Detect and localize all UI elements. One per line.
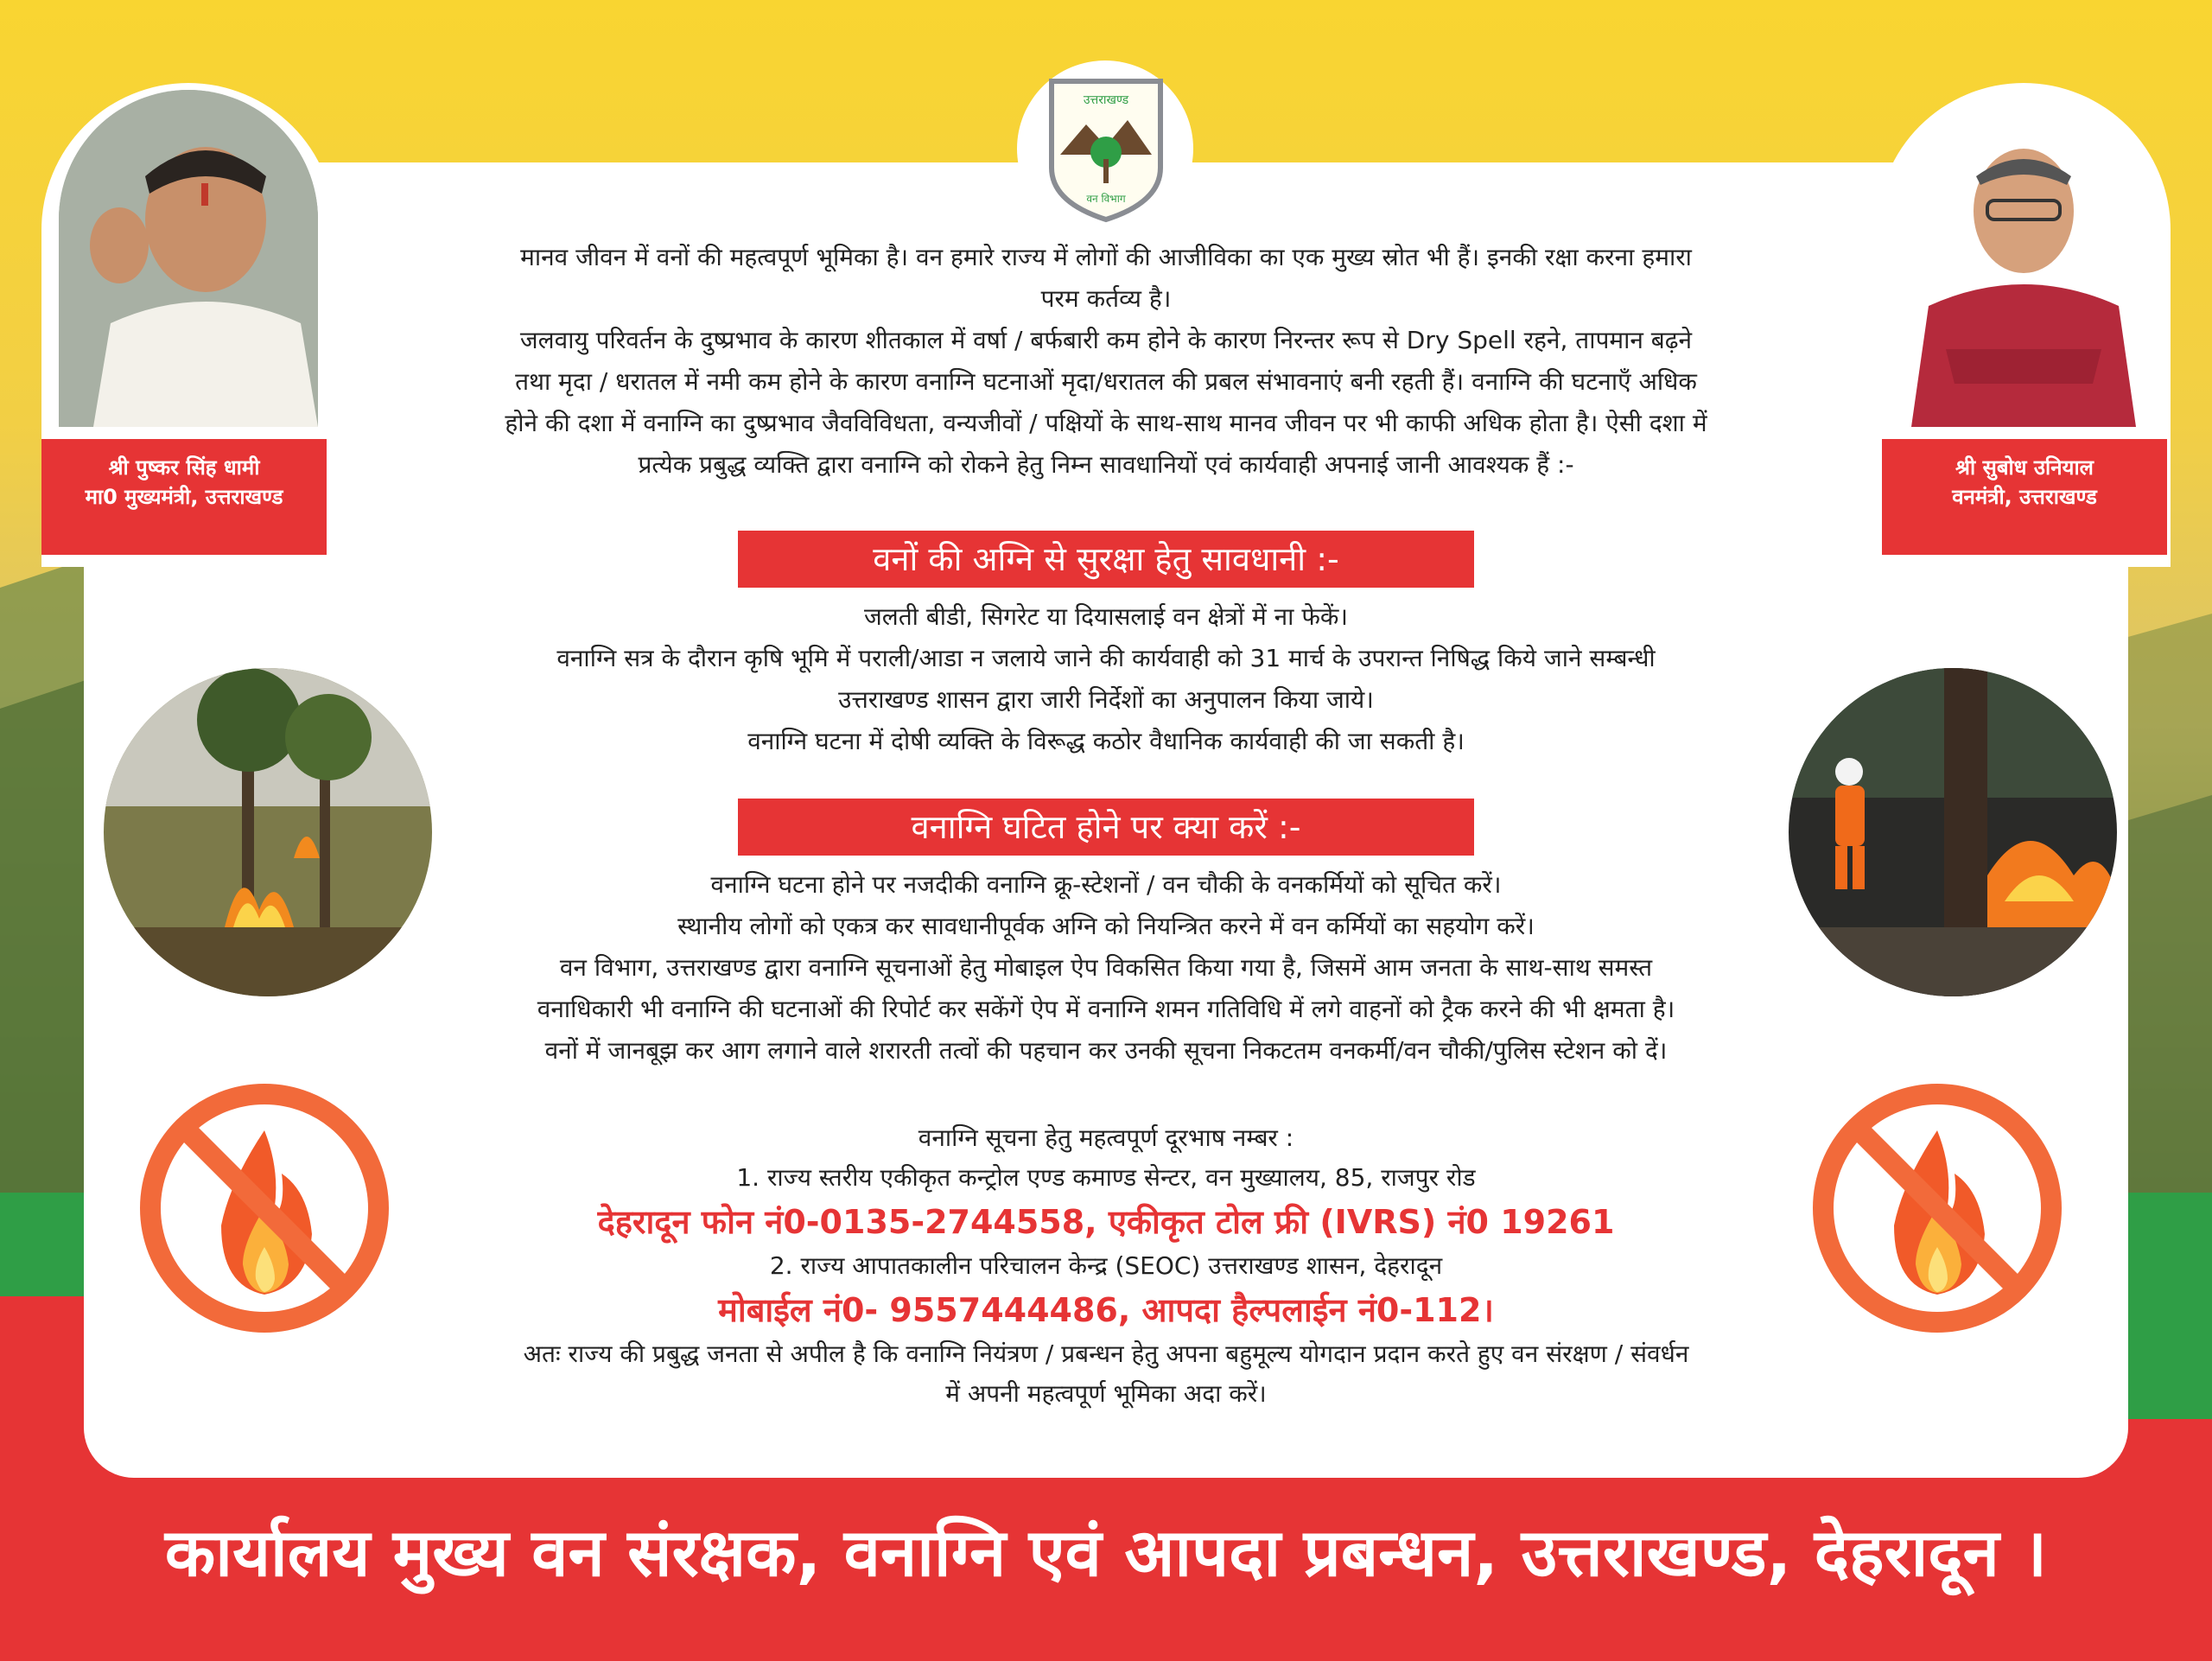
logo-top-text: उत्तराखण्ड <box>1083 93 1129 107</box>
action-item: वन विभाग, उत्तराखण्ड द्वारा वनाग्नि सूचनाओं हेतु मोबाइल ऐप विकसित किया गया है, जिसमें आम जनता के साथ-साथ समस्त <box>559 953 1653 982</box>
chief-minister-name: श्री पुष्कर सिंह धामी <box>108 455 260 480</box>
intro-line: मानव जीवन में वनों की महत्वपूर्ण भूमिका है। वन हमारे राज्य में लोगों की आजीविका का एक मुख्य स्रोत भी हैं। इनकी रक्षा करना हमारा <box>520 243 1692 271</box>
chief-minister-title: मा0 मुख्यमंत्री, उत्तराखण्ड <box>85 485 283 509</box>
action-item: स्थानीय लोगों को एकत्र कर सावधानीपूर्वक अग्नि को नियन्त्रित करने में वन कर्मियों का सहयोग करें। <box>677 912 1535 940</box>
precaution-item: वनाग्नि घटना में दोषी व्यक्ति के विरूद्ध कठोर वैधानिक कार्यवाही की जा सकती है। <box>747 727 1465 755</box>
precaution-item: उत्तराखण्ड शासन द्वारा जारी निर्देशों का अनुपालन किया जाये। <box>838 685 1374 714</box>
action-item: वनाग्नि घटना होने पर नजदीकी वनाग्नि क्रू-स्टेशनों / वन चौकी के वनकर्मियों को सूचित करें। <box>710 870 1502 899</box>
intro-line: जलवायु परिवर्तन के दुष्प्रभाव के कारण शीतकाल में वर्षा / बर्फबारी कम होने के कारण निरन्तर रूप से Dry Spell रहने, तापमान बढ़ने <box>519 326 1693 354</box>
precaution-item: जलती बीडी, सिगरेट या दियासलाई वन क्षेत्रों में ना फेकें। <box>863 602 1349 631</box>
intro-line: परम कर्तव्य है। <box>1040 284 1172 313</box>
precaution-item: वनाग्नि सत्र के दौरान कृषि भूमि में पराली/आडा न जलाये जाने की कार्यवाही को 31 मार्च के उपरान्त निषिद्ध किये जाने सम्बन्धी <box>556 644 1656 672</box>
intro-line: प्रत्येक प्रबुद्ध व्यक्ति द्वारा वनाग्नि को रोकने हेतु निम्न सावधानियों एवं कार्यवाही अपनाई जानी आवश्यक हैं :- <box>638 450 1574 479</box>
actions-list <box>346 864 1866 1072</box>
intro-line: होने की दशा में वनाग्नि का दुष्प्रभाव जैवविविधता, वन्यजीवों / पक्षियों के साथ-साथ मानव जीवन पर भी काफी अधिक होता है। ऐसी दशा में <box>505 409 1707 437</box>
forest-minister-name: श्री सुबोध उनियाल <box>1955 455 2094 480</box>
no-fire-icon <box>135 1079 394 1338</box>
forest-minister-name-card <box>1882 439 2167 555</box>
contact-heading: वनाग्नि सूचना हेतु महत्वपूर्ण दूरभाष नम्बर : <box>918 1123 1294 1152</box>
precautions-list <box>346 596 1866 762</box>
contact-phone-2: मोबाईल नं0- 9557444486, आपदा हैल्पलाईन नं0-112। <box>718 1291 1494 1329</box>
chief-minister-name-card <box>41 439 327 555</box>
precautions-heading: वनों की अग्नि से सुरक्षा हेतु सावधानी :- <box>738 531 1474 588</box>
intro-line: तथा मृदा / धरातल में नमी कम होने के कारण वनाग्नि घटनाओं मृदा/धरातल की प्रबल संभावनाएं बनी रहती हैं। वनाग्नि की घटनाएँ अधिक <box>515 367 1697 396</box>
contact-item-1: 1. राज्य स्तरीय एकीकृत कन्ट्रोल एण्ड कमाण्ड सेन्टर, वन मुख्यालय, 85, राजपुर रोड <box>736 1163 1476 1192</box>
no-fire-icon <box>1808 1079 2067 1338</box>
appeal-line: अतः राज्य की प्रबुद्ध जनता से अपील है कि वनाग्नि नियंत्रण / प्रबन्धन हेतु अपना बहुमूल्य योगदान प्रदान करते हुए वन संरक्षण / संवर्धन <box>523 1340 1689 1368</box>
chief-minister-photo <box>59 90 318 427</box>
forest-minister-photo <box>1894 90 2153 427</box>
appeal-line: में अपनी महत्वपूर्ण भूमिका अदा करें। <box>945 1379 1267 1408</box>
firefighter-photo-right <box>1789 668 2117 996</box>
action-item: वनाधिकारी भी वनाग्नि की घटनाओं की रिपोर्ट कर सकेंगें ऐप में वनाग्नि शमन गतिविधि में लगे वाहनों को ट्रैक करने की भी क्षमता है। <box>537 995 1675 1023</box>
forest-minister-title: वनमंत्री, उत्तराखण्ड <box>1952 485 2097 509</box>
contact-section <box>346 1118 1866 1414</box>
footer-office-title: कार्यालय मुख्य वन संरक्षक, वनाग्नि एवं आपदा प्रबन्धन, उत्तराखण्ड, देहरादून । <box>164 1514 2048 1591</box>
contact-item-2: 2. राज्य आपातकालीन परिचालन केन्द्र (SEOC) उत्तराखण्ड शासन, देहरादून <box>769 1251 1443 1280</box>
actions-heading: वनाग्नि घटित होने पर क्या करें :- <box>738 799 1474 856</box>
forest-fire-photo-left <box>104 668 432 996</box>
action-item: वनों में जानबूझ कर आग लगाने वाले शरारती तत्वों की पहचान कर उनकी सूचना निकटतम वनकर्मी/वन चौकी/पुलिस स्टेशन को दें। <box>544 1036 1668 1065</box>
intro-text <box>346 237 1866 486</box>
logo-bottom-text: वन विभाग <box>1086 193 1126 205</box>
forest-department-logo <box>1017 60 1193 237</box>
contact-phone-1: देहरादून फोन नं0-0135-2744558, एकीकृत टोल फ्री (IVRS) नं0 19261 <box>597 1203 1615 1241</box>
